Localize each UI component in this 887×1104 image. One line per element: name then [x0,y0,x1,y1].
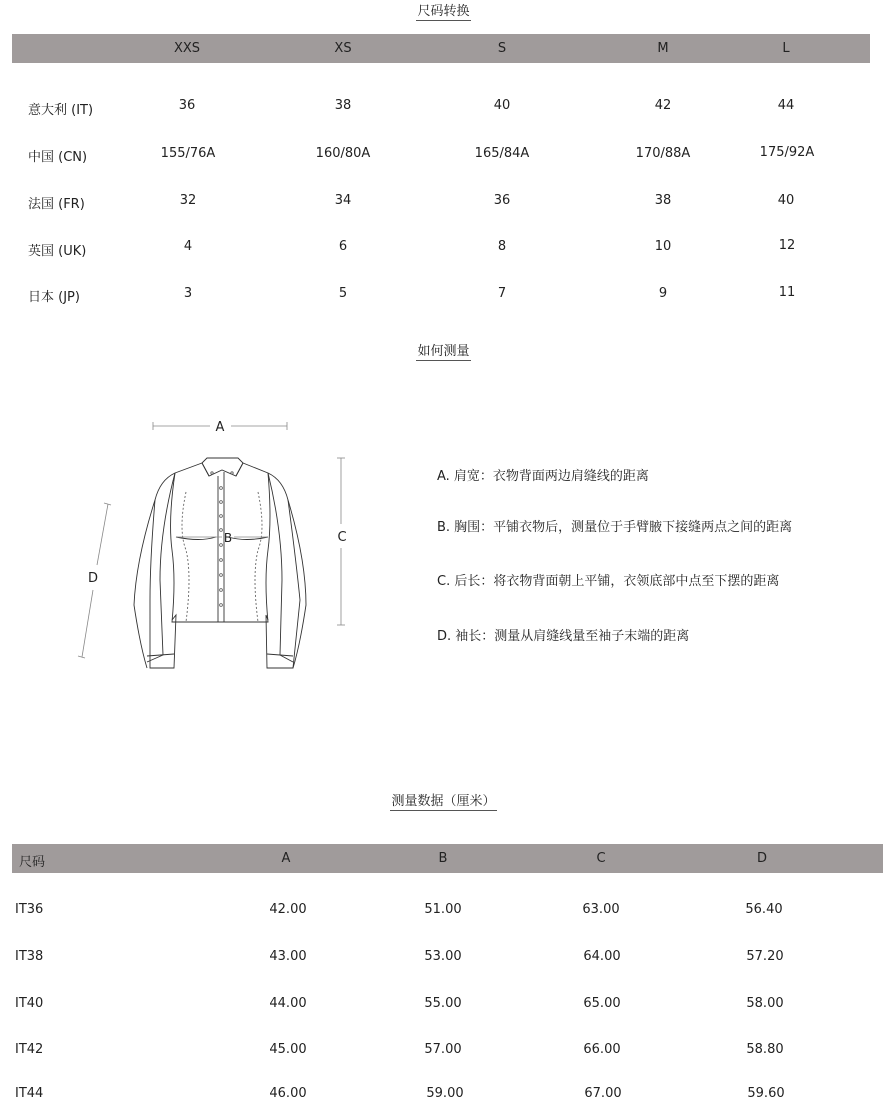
row-label: 中国 (CN) [28,150,88,165]
table-cell: 4 [183,239,193,254]
size-header-l: L [782,41,790,56]
table-cell: 42.00 [269,902,307,917]
size-header-bar [12,34,870,63]
table-cell: 58.00 [746,996,784,1011]
table-cell: 155/76A [160,146,216,161]
table-cell: 46.00 [269,1086,307,1101]
table-cell: 53.00 [424,949,462,964]
table-cell: 3 [183,286,193,301]
table-cell: 42 [654,98,672,113]
row-label: 日本 (JP) [28,290,80,305]
row-label: IT42 [15,1042,44,1057]
table-cell: 63.00 [582,902,620,917]
table-cell: 66.00 [583,1042,621,1057]
table-cell: 32 [179,193,197,208]
table-cell: 43.00 [269,949,307,964]
table-cell: 170/88A [635,146,691,161]
row-label: IT38 [15,949,44,964]
table-cell: 40 [777,193,795,208]
table-cell: 57.00 [424,1042,462,1057]
table-cell: 5 [338,286,348,301]
table-cell: 59.60 [747,1086,785,1101]
table-cell: 58.80 [746,1042,784,1057]
table-cell: 36 [493,193,511,208]
label-d: D [87,571,99,586]
note-a: A. 肩宽：衣物背面两边肩缝线的距离 [437,469,649,484]
table-cell: 12 [778,238,796,253]
table-cell: 38 [334,98,352,113]
table-cell: 160/80A [315,146,371,161]
size-header-s: S [497,41,507,56]
table-cell: 59.00 [426,1086,464,1101]
table-cell: 45.00 [269,1042,307,1057]
table-cell: 34 [334,193,352,208]
table-cell: 175/92A [759,145,815,160]
label-a: A [215,420,225,435]
measurement-guides [78,422,345,658]
table-cell: 67.00 [584,1086,622,1101]
table-cell: 38 [654,193,672,208]
row-label: 意大利 (IT) [28,103,94,118]
row-label: IT36 [15,902,44,917]
header-a: A [281,851,291,866]
row-label: IT40 [15,996,44,1011]
table-cell: 51.00 [424,902,462,917]
table-cell: 11 [778,285,796,300]
size-header-xs: XS [334,41,352,56]
size-header-m: M [657,41,669,56]
table-cell: 57.20 [746,949,784,964]
table-cell: 165/84A [474,146,530,161]
table-cell: 56.40 [745,902,783,917]
table-cell: 7 [497,286,507,301]
row-label: 英国 (UK) [28,244,87,259]
note-d: D. 袖长：测量从肩缝线量至袖子末端的距离 [437,629,690,644]
header-size: 尺码 [19,855,46,870]
table-cell: 10 [654,239,672,254]
table-cell: 44.00 [269,996,307,1011]
header-d: D [756,851,768,866]
table-cell: 6 [338,239,348,254]
shirt-measurement-diagram [0,400,420,690]
size-conversion-title: 尺码转换 [417,4,470,19]
table-cell: 65.00 [583,996,621,1011]
label-c: C [337,530,347,545]
row-label: 法国 (FR) [28,197,85,212]
row-label: IT44 [15,1086,44,1101]
note-b: B. 胸围：平铺衣物后，测量位于手臂腋下接缝两点之间的距离 [437,520,793,535]
note-c: C. 后长：将衣物背面朝上平铺，衣领底部中点至下摆的距离 [437,574,780,589]
measurement-header-bar [12,844,883,873]
label-b: B [223,531,233,545]
table-cell: 8 [497,239,507,254]
header-b: B [438,851,448,866]
measurements-title: 测量数据（厘米） [391,794,496,809]
table-cell: 64.00 [583,949,621,964]
header-c: C [596,851,606,866]
table-cell: 40 [493,98,511,113]
table-cell: 55.00 [424,996,462,1011]
table-cell: 44 [777,98,795,113]
table-cell: 36 [178,98,196,113]
how-to-measure-title: 如何测量 [417,344,470,359]
table-cell: 9 [658,286,668,301]
size-header-xxs: XXS [173,41,201,56]
